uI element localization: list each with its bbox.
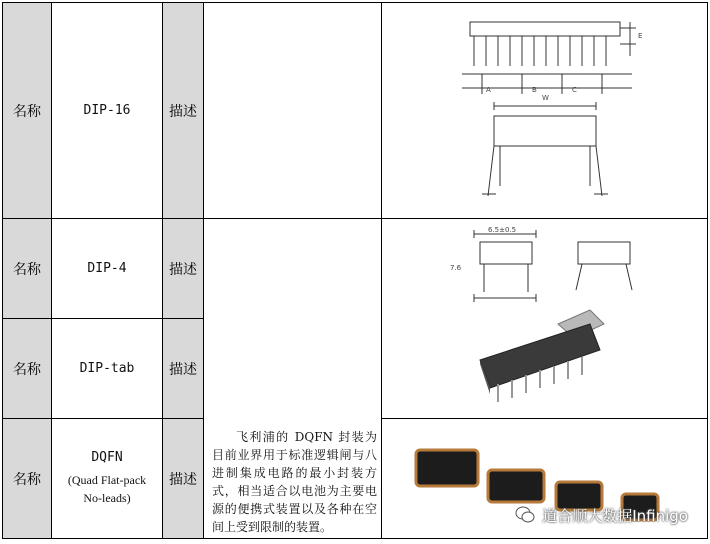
package-name: DIP-tab xyxy=(79,361,135,376)
watermark-text: 道合顺大数据Infinigo xyxy=(542,506,688,525)
dip16-pins xyxy=(474,36,606,66)
name-label-cell xyxy=(3,3,52,219)
package-drawing-cell xyxy=(382,219,708,419)
package-name-cell xyxy=(52,219,163,319)
name-label-cell xyxy=(3,219,52,319)
svg-text:6.5±0.5: 6.5±0.5 xyxy=(488,225,517,234)
wechat-icon xyxy=(514,504,536,526)
package-name-cell xyxy=(52,419,163,539)
svg-text:W: W xyxy=(542,93,549,102)
name-label: 名称 xyxy=(13,103,41,120)
desc-label: 描述 xyxy=(169,361,197,378)
name-label-cell xyxy=(3,419,52,539)
package-name: DQFN xyxy=(91,450,123,465)
desc-label: 描述 xyxy=(169,103,197,120)
description-cell xyxy=(204,219,382,539)
desc-label: 描述 xyxy=(169,261,197,278)
name-label-cell xyxy=(3,319,52,419)
package-name-cell xyxy=(52,319,163,419)
desc-label-cell xyxy=(163,419,204,539)
dip4-diptab-drawing xyxy=(382,220,708,418)
package-name: DIP-16 xyxy=(83,103,131,118)
description-cell-empty xyxy=(204,3,382,219)
desc-label: 描述 xyxy=(169,471,197,488)
desc-label-cell xyxy=(163,3,204,219)
package-fullname-line2: No-leads) xyxy=(83,491,131,505)
package-name-cell xyxy=(52,3,163,219)
watermark xyxy=(514,504,688,526)
description-text: 飞利浦的 DQFN 封装为目前业界用于标准逻辑闸与八进制集成电路的最小封装方式，相当适合以电池为主要电源的便携式装置以及各种在空间上受到限制的装置。 xyxy=(212,430,377,534)
dip4-drawing xyxy=(474,230,632,302)
package-drawing-cell xyxy=(382,3,708,219)
name-label: 名称 xyxy=(13,471,41,488)
table-row xyxy=(3,3,708,219)
desc-label-cell xyxy=(163,219,204,319)
package-name: DIP-4 xyxy=(87,261,127,276)
svg-text:E: E xyxy=(638,31,643,40)
table-row xyxy=(3,219,708,319)
package-fullname-line1: (Quad Flat-pack xyxy=(67,473,147,487)
svg-text:A: A xyxy=(486,85,491,94)
dip16-drawing xyxy=(382,4,708,218)
svg-text:C: C xyxy=(572,85,577,94)
name-label: 名称 xyxy=(13,361,41,378)
package-table xyxy=(2,2,708,539)
desc-label-cell xyxy=(163,319,204,419)
svg-text:B: B xyxy=(532,85,537,94)
svg-text:7.6: 7.6 xyxy=(450,263,462,272)
name-label: 名称 xyxy=(13,261,41,278)
diptab-photo xyxy=(480,310,604,402)
